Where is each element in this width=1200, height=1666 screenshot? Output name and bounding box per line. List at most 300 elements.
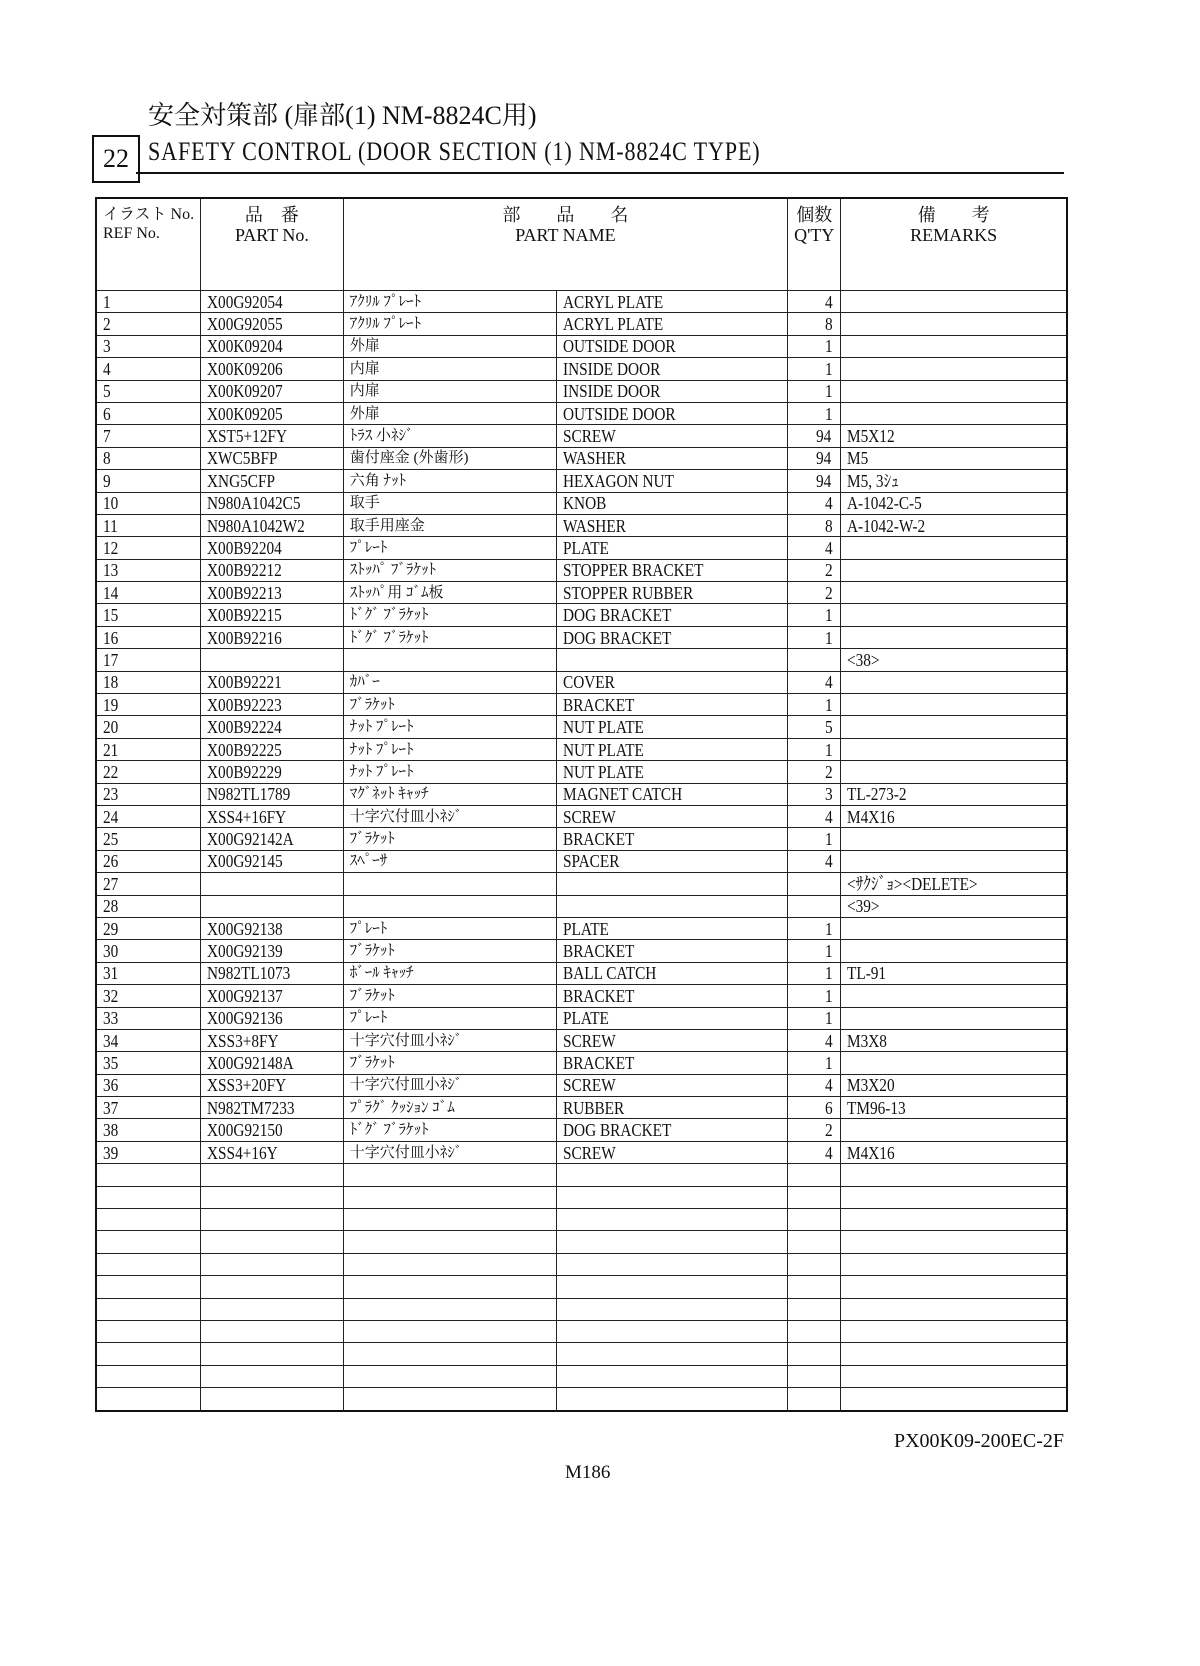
cell-qty [788,649,841,671]
table-header [96,198,1067,291]
cell-name-en [556,492,787,514]
cell-part-no [201,828,344,850]
cell-remarks [841,649,1067,671]
cell-qty [788,1119,841,1141]
cell-name-en [556,1029,787,1051]
name-jp-text: ﾌﾞﾗｹｯﾄ [349,831,395,848]
empty-cell [96,1186,201,1208]
cell-name-jp [343,649,556,671]
qty-text: 1 [825,985,834,1006]
cell-name-en [556,805,787,827]
ref-no-text: 24 [103,806,119,827]
cell-qty [788,716,841,738]
name-jp-text: ﾅｯﾄ ﾌﾟﾚｰﾄ [349,719,414,736]
cell-remarks [841,805,1067,827]
cell-part-no [201,492,344,514]
table-row [96,425,1067,447]
cell-part-no [201,470,344,492]
cell-name-jp [343,1119,556,1141]
ref-no-text: 23 [103,784,119,805]
cell-remarks [841,671,1067,693]
cell-remarks [841,917,1067,939]
empty-cell [343,1388,556,1411]
ref-no-text: 31 [103,963,119,984]
empty-row [96,1276,1067,1298]
ref-no-text: 8 [103,448,111,469]
cell-ref-no [96,649,201,671]
table-row [96,380,1067,402]
cell-name-en [556,962,787,984]
part-no-text: XSS4+16Y [207,1142,278,1163]
table-row [96,1029,1067,1051]
ref-no-text: 26 [103,851,119,872]
ref-no-text: 1 [103,291,111,312]
cell-remarks [841,626,1067,648]
cell-part-no [201,559,344,581]
empty-cell [96,1365,201,1387]
table-row [96,1097,1067,1119]
part-no-text: XSS3+20FY [207,1075,287,1096]
name-en-text: SCREW [562,1142,616,1163]
col-ref-jp: イラスト No. [103,206,195,223]
cell-qty [788,514,841,536]
part-no-text: X00B92216 [207,627,282,648]
cell-part-no [201,671,344,693]
empty-cell [201,1276,344,1298]
cell-remarks [841,470,1067,492]
cell-ref-no [96,716,201,738]
cell-part-no [201,850,344,872]
empty-cell [343,1298,556,1320]
table-row [96,559,1067,581]
name-en-text: BRACKET [562,941,635,962]
col-remarks-en: REMARKS [910,225,998,245]
table-row [96,358,1067,380]
name-jp-text: ﾌﾞﾗｹｯﾄ [349,1054,395,1071]
cell-name-jp [343,783,556,805]
name-jp-text: ｽﾄｯﾊﾟ ﾌﾞﾗｹｯﾄ [349,562,437,579]
empty-cell [788,1253,841,1275]
cell-qty [788,917,841,939]
ref-no-text: 20 [103,717,119,738]
name-en-text: DOG BRACKET [562,627,672,648]
name-en-text: SCREW [562,426,616,447]
table-row [96,1141,1067,1163]
cell-ref-no [96,1029,201,1051]
cell-name-jp [343,828,556,850]
cell-name-jp [343,626,556,648]
cell-name-jp [343,537,556,559]
ref-no-text: 36 [103,1075,119,1096]
qty-text: 1 [825,627,834,648]
empty-cell [556,1164,787,1186]
cell-qty [788,582,841,604]
qty-text: 1 [825,963,834,984]
cell-remarks [841,335,1067,357]
empty-cell [841,1298,1067,1320]
empty-cell [343,1276,556,1298]
name-jp-text: ﾄﾞｸﾞ ﾌﾞﾗｹｯﾄ [349,629,429,646]
table-row [96,514,1067,536]
cell-name-jp [343,1052,556,1074]
cell-qty [788,738,841,760]
part-no-text: X00K09206 [207,358,283,379]
col-qty [788,198,841,291]
empty-cell [201,1209,344,1231]
col-remarks-jp: 備 考 [917,205,990,225]
cell-ref-no [96,694,201,716]
cell-remarks [841,1052,1067,1074]
name-en-text: HEXAGON NUT [562,470,674,491]
remarks-text: TM96-13 [847,1097,907,1118]
cell-remarks [841,1074,1067,1096]
name-en-text: OUTSIDE DOOR [562,403,676,424]
name-jp-text: 十字穴付皿小ﾈｼﾞ [349,808,463,825]
empty-cell [841,1388,1067,1411]
qty-text: 1 [825,1008,834,1029]
title-japanese: 安全対策部 (扉部(1) NM-8824C用) [148,101,537,130]
cell-remarks [841,873,1067,895]
cell-name-jp [343,425,556,447]
cell-remarks [841,291,1067,313]
cell-remarks [841,761,1067,783]
cell-remarks [841,537,1067,559]
cell-ref-no [96,873,201,895]
empty-cell [841,1365,1067,1387]
qty-text: 4 [825,537,834,558]
cell-name-en [556,873,787,895]
name-jp-text: ｶﾊﾞｰ [349,674,380,691]
qty-text: 4 [825,806,834,827]
table-row [96,917,1067,939]
table-row [96,447,1067,469]
empty-cell [201,1186,344,1208]
empty-cell [96,1253,201,1275]
table-row [96,1007,1067,1029]
ref-no-text: 19 [103,694,119,715]
name-jp-text: ﾄﾞｸﾞ ﾌﾞﾗｹｯﾄ [349,1122,429,1139]
name-en-text: WASHER [562,448,626,469]
title-rule [136,172,1064,174]
empty-cell [788,1231,841,1253]
name-jp-text: 外扉 [349,338,380,355]
col-part-no [201,198,344,291]
table-row [96,1119,1067,1141]
cell-name-jp [343,492,556,514]
remarks-text: M5X12 [847,426,895,447]
empty-cell [788,1164,841,1186]
cell-qty [788,895,841,917]
cell-remarks [841,402,1067,424]
cell-ref-no [96,559,201,581]
empty-cell [96,1209,201,1231]
empty-cell [788,1388,841,1411]
cell-name-jp [343,694,556,716]
cell-part-no [201,761,344,783]
name-jp-text: 十字穴付皿小ﾈｼﾞ [349,1032,463,1049]
part-no-text: X00G92136 [207,1008,283,1029]
title-english: SAFETY CONTROL (DOOR SECTION (1) NM-8824C TYPE) [148,137,761,166]
cell-part-no [201,694,344,716]
cell-ref-no [96,895,201,917]
qty-text: 1 [825,918,834,939]
qty-text: 2 [825,560,834,581]
name-en-text: RUBBER [562,1097,625,1118]
empty-row [96,1388,1067,1411]
table-row [96,604,1067,626]
name-en-text: OUTSIDE DOOR [562,336,676,357]
empty-cell [556,1209,787,1231]
cell-name-en [556,604,787,626]
name-jp-text: 外扉 [349,405,380,422]
cell-qty [788,985,841,1007]
empty-cell [788,1365,841,1387]
empty-cell [556,1343,787,1365]
part-no-text: X00G92139 [207,941,283,962]
cell-name-jp [343,514,556,536]
part-no-text: X00K09204 [207,336,283,357]
cell-name-jp [343,895,556,917]
empty-row [96,1164,1067,1186]
cell-name-en [556,1052,787,1074]
name-en-text: INSIDE DOOR [562,358,661,379]
cell-part-no [201,358,344,380]
remarks-text: TL-273-2 [847,784,907,805]
remarks-text: A-1042-C-5 [847,493,923,514]
table-row [96,761,1067,783]
cell-ref-no [96,850,201,872]
qty-text: 1 [825,1052,834,1073]
cell-name-jp [343,1141,556,1163]
empty-cell [841,1343,1067,1365]
remarks-text: M3X20 [847,1075,895,1096]
cell-part-no [201,537,344,559]
qty-text: 1 [825,941,834,962]
cell-part-no [201,1119,344,1141]
name-en-text: BRACKET [562,829,635,850]
empty-cell [556,1320,787,1342]
name-en-text: BRACKET [562,694,635,715]
cell-qty [788,291,841,313]
cell-ref-no [96,313,201,335]
cell-qty [788,1029,841,1051]
ref-no-text: 33 [103,1008,119,1029]
cell-remarks [841,492,1067,514]
name-en-text: PLATE [562,537,609,558]
cell-part-no [201,380,344,402]
table-row [96,694,1067,716]
empty-cell [201,1231,344,1253]
qty-text: 8 [825,515,834,536]
cell-qty [788,470,841,492]
empty-cell [96,1164,201,1186]
cell-ref-no [96,1097,201,1119]
table-row [96,850,1067,872]
cell-name-en [556,649,787,671]
cell-part-no [201,313,344,335]
qty-text: 1 [825,829,834,850]
empty-row [96,1209,1067,1231]
cell-qty [788,671,841,693]
cell-name-jp [343,470,556,492]
name-jp-text: ﾌﾞﾗｹｯﾄ [349,987,395,1004]
table-row [96,962,1067,984]
empty-cell [201,1298,344,1320]
empty-cell [841,1209,1067,1231]
table-row [96,783,1067,805]
cell-qty [788,805,841,827]
table-row [96,313,1067,335]
name-jp-text: 歯付座金 (外歯形) [349,450,469,467]
col-part-no-jp: 品 番 [244,205,299,225]
cell-qty [788,694,841,716]
col-name-en: PART NAME [515,225,616,245]
name-en-text: NUT PLATE [562,717,644,738]
cell-part-no [201,895,344,917]
empty-cell [556,1388,787,1411]
table-row [96,492,1067,514]
cell-remarks [841,985,1067,1007]
name-jp-text: 取手 [349,495,380,512]
name-jp-text: ｽﾍﾟｰｻ [349,853,388,870]
qty-text: 1 [825,403,834,424]
cell-name-en [556,761,787,783]
cell-ref-no [96,604,201,626]
cell-remarks [841,940,1067,962]
name-en-text: SCREW [562,806,616,827]
cell-name-jp [343,716,556,738]
ref-no-text: 37 [103,1097,119,1118]
cell-name-jp [343,313,556,335]
name-en-text: SCREW [562,1030,616,1051]
ref-no-text: 14 [103,582,119,603]
cell-qty [788,828,841,850]
table-row [96,291,1067,313]
cell-name-jp [343,850,556,872]
name-en-text: KNOB [562,493,607,514]
ref-no-text: 5 [103,381,111,402]
remarks-text: M5 [847,448,869,469]
cell-name-en [556,626,787,648]
cell-qty [788,358,841,380]
cell-remarks [841,514,1067,536]
name-en-text: ACRYL PLATE [562,291,663,312]
cell-name-en [556,537,787,559]
cell-qty [788,761,841,783]
table-row [96,940,1067,962]
cell-qty [788,335,841,357]
part-no-text: X00B92223 [207,694,282,715]
cell-ref-no [96,425,201,447]
empty-cell [201,1253,344,1275]
cell-name-jp [343,917,556,939]
cell-qty [788,940,841,962]
cell-ref-no [96,1074,201,1096]
empty-cell [96,1343,201,1365]
qty-text: 4 [825,851,834,872]
cell-qty [788,1074,841,1096]
name-en-text: ACRYL PLATE [562,314,663,335]
name-jp-text: ﾌﾟﾚｰﾄ [349,539,388,556]
cell-remarks [841,447,1067,469]
cell-name-jp [343,1074,556,1096]
ref-no-text: 4 [103,358,111,379]
empty-cell [788,1320,841,1342]
remarks-text: <ｻｸｼﾞｮ><DELETE> [847,873,978,894]
qty-text: 1 [825,739,834,760]
cell-remarks [841,582,1067,604]
empty-cell [96,1276,201,1298]
cell-name-jp [343,447,556,469]
remarks-text: <39> [847,896,880,917]
part-no-text: X00B92215 [207,605,282,626]
cell-name-en [556,1007,787,1029]
cell-ref-no [96,402,201,424]
cell-part-no [201,514,344,536]
ref-no-text: 18 [103,672,119,693]
cell-name-jp [343,358,556,380]
cell-part-no [201,1074,344,1096]
cell-qty [788,537,841,559]
cell-part-no [201,335,344,357]
ref-no-text: 3 [103,336,111,357]
name-en-text: WASHER [562,515,626,536]
cell-ref-no [96,335,201,357]
cell-name-en [556,425,787,447]
cell-name-en [556,940,787,962]
empty-row [96,1365,1067,1387]
cell-remarks [841,1029,1067,1051]
cell-name-jp [343,940,556,962]
cell-part-no [201,626,344,648]
ref-no-text: 34 [103,1030,119,1051]
cell-qty [788,626,841,648]
remarks-text: M4X16 [847,806,895,827]
name-en-text: SCREW [562,1075,616,1096]
qty-text: 6 [825,1097,834,1118]
cell-ref-no [96,738,201,760]
ref-no-text: 28 [103,896,119,917]
cell-qty [788,962,841,984]
cell-name-jp [343,604,556,626]
cell-name-en [556,1097,787,1119]
name-jp-text: ﾎﾞｰﾙ ｷｬｯﾁ [349,965,414,982]
section-number: 22 [92,135,140,183]
empty-cell [201,1388,344,1411]
empty-cell [788,1276,841,1298]
part-no-text: XSS3+8FY [207,1030,279,1051]
col-name-jp: 部 品 名 [502,205,629,225]
qty-text: 3 [825,784,834,805]
remarks-text: M3X8 [847,1030,888,1051]
cell-part-no [201,291,344,313]
empty-cell [96,1231,201,1253]
cell-part-no [201,1141,344,1163]
name-jp-text: ｱｸﾘﾙ ﾌﾟﾚｰﾄ [349,316,422,333]
part-no-text: X00G92138 [207,918,283,939]
cell-ref-no [96,783,201,805]
col-ref [96,198,201,291]
table-row [96,671,1067,693]
cell-part-no [201,447,344,469]
cell-name-en [556,313,787,335]
name-jp-text: ﾌﾞﾗｹｯﾄ [349,943,395,960]
name-jp-text: 十字穴付皿小ﾈｼﾞ [349,1144,463,1161]
ref-no-text: 11 [103,515,118,536]
name-jp-text: 内扉 [349,360,380,377]
name-jp-text: 六角 ﾅｯﾄ [349,472,407,489]
cell-name-en [556,694,787,716]
